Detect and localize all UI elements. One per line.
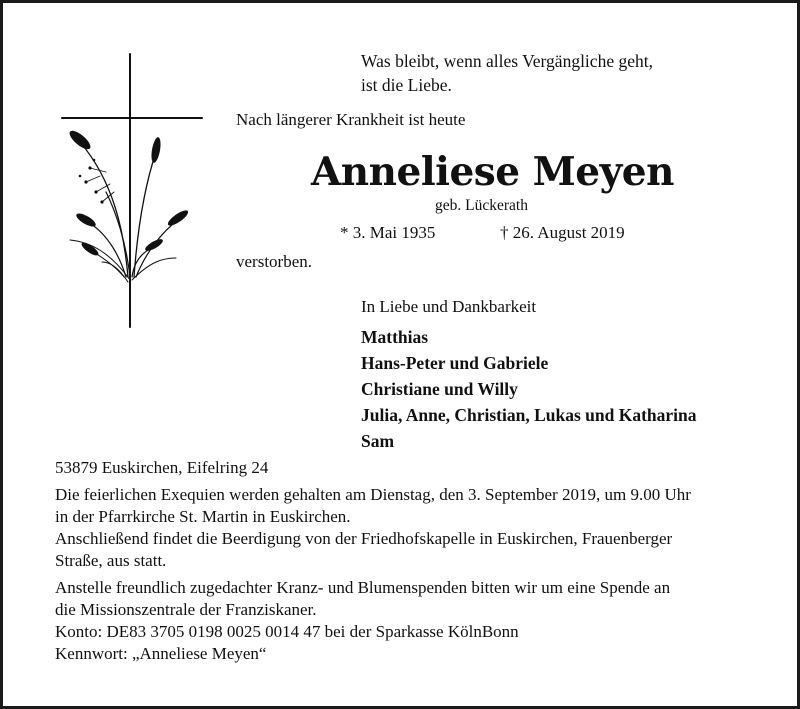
death-date: † 26. August 2019 [500,223,625,242]
mourner: Julia, Anne, Christian, Lukas und Katharina [361,405,697,425]
mourners-list [361,324,697,454]
birth-date: * 3. Mai 1935 [340,223,436,242]
donation-info [55,577,755,665]
intro-text: Nach längerer Krankheit ist heute [236,110,466,129]
donation-line-2: die Missionszentrale der Franziskaner. [55,600,317,619]
deceased-name: Anneliese Meyen [311,149,674,195]
dedication: In Liebe und Dankbarkeit [361,297,537,316]
mourner: Matthias [361,327,429,347]
quote-line-2: ist die Liebe. [361,75,452,95]
service-line-2: in der Pfarrkirche St. Martin in Euskirchen. [55,507,351,526]
mourner: Hans-Peter und Gabriele [361,353,549,373]
address: 53879 Euskirchen, Eifelring 24 [55,458,269,477]
burial-line-1: Anschließend findet die Beerdigung von der Friedhofskapelle in Euskirchen, Frauenberger [55,529,673,548]
service-line-1: Die feierlichen Exequien werden gehalten am Dienstag, den 3. September 2019, um 9.00 Uhr [55,485,691,504]
quote [361,49,653,97]
service-info [55,484,755,528]
mourner: Christiane und Willy [361,379,518,399]
passed-text: verstorben. [236,252,313,271]
donation-keyword: Kennwort: „Anneliese Meyen“ [55,644,267,663]
bank-account: Konto: DE83 3705 0198 0025 0014 47 bei der Sparkasse KölnBonn [55,622,519,641]
burial-line-2: Straße, aus statt. [55,551,167,570]
maiden-name: geb. Lückerath [435,197,528,214]
quote-line-1: Was bleibt, wenn alles Vergängliche geht, [361,51,653,71]
donation-line-1: Anstelle freundlich zugedachter Kranz- und Blumenspenden bitten wir um eine Spende an [55,578,671,597]
mourner: Sam [361,431,395,451]
burial-info [55,528,755,572]
